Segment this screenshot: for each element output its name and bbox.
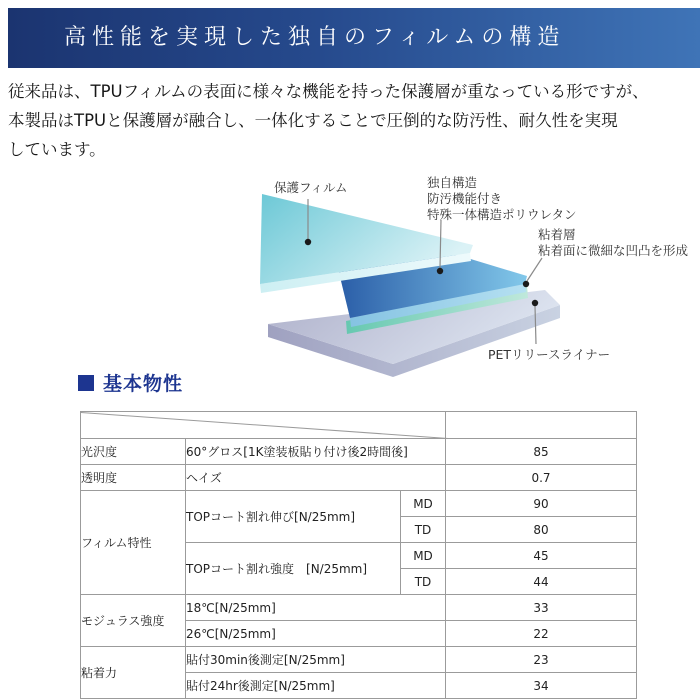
label-pet-liner: PETリリースライナー — [488, 347, 611, 362]
table-row — [81, 491, 637, 517]
table-row — [81, 647, 637, 673]
table-row — [81, 439, 637, 465]
table-row — [81, 465, 637, 491]
label-unique-structure — [427, 175, 577, 223]
direction-cell: MD — [401, 543, 446, 569]
label-unique-structure-line2: 防汚機能付き — [427, 191, 503, 206]
method-cell: TOPコート割れ強度 [N/25mm] — [186, 543, 401, 595]
method-cell: 60°グロス[1K塗装板貼り付け後2時間後] — [186, 439, 446, 465]
value-cell: 80 — [446, 517, 637, 543]
method-cell: 26℃[N/25mm] — [186, 621, 446, 647]
product-header-cell: ECHELON Headlight PPF — [446, 412, 637, 439]
method-cell: 貼付30min後測定[N/25mm] — [186, 647, 446, 673]
method-cell: 貼付24hr後測定[N/25mm] — [186, 673, 446, 699]
method-cell: TOPコート割れ伸び[N/25mm] — [186, 491, 401, 543]
value-cell: 33 — [446, 595, 637, 621]
label-unique-structure-line3: 特殊一体構造ポリウレタン — [427, 207, 577, 222]
value-cell: 44 — [446, 569, 637, 595]
value-cell: 90 — [446, 491, 637, 517]
value-cell: 85 — [446, 439, 637, 465]
label-protective-film: 保護フィルム — [274, 180, 348, 195]
value-cell: 45 — [446, 543, 637, 569]
direction-cell: TD — [401, 569, 446, 595]
value-cell: 22 — [446, 621, 637, 647]
label-unique-structure-line1: 独自構造 — [427, 175, 478, 190]
intro-paragraph — [8, 77, 698, 164]
value-cell: 0.7 — [446, 465, 637, 491]
section-title — [78, 369, 183, 396]
table-header-row — [81, 412, 637, 439]
method-cell: 18℃[N/25mm] — [186, 595, 446, 621]
category-cell: モジュラス強度 — [81, 595, 186, 647]
category-cell: 光沢度 — [81, 439, 186, 465]
intro-line: 本製品はTPUと保護層が融合し、一体化することで圧倒的な防汚性、耐久性を実現 — [8, 111, 618, 130]
label-adhesive-line1: 粘着層 — [538, 227, 576, 242]
value-cell: 23 — [446, 647, 637, 673]
category-cell: フィルム特性 — [81, 491, 186, 595]
header-banner — [8, 8, 700, 68]
direction-cell: TD — [401, 517, 446, 543]
page-title: 高性能を実現した独自のフィルムの構造 — [64, 25, 566, 50]
label-adhesive-layer — [538, 227, 688, 259]
section-bullet-square — [78, 375, 94, 391]
film-structure-diagram — [205, 172, 697, 388]
table-row — [81, 595, 637, 621]
label-adhesive-line2: 粘着面に微細な凹凸を形成 — [538, 243, 689, 258]
section-title-text: 基本物性 — [103, 373, 184, 395]
category-cell: 粘着力 — [81, 647, 186, 699]
category-cell: 透明度 — [81, 465, 186, 491]
intro-line: 従来品は、TPUフィルムの表面に様々な機能を持った保護層が重なっている形ですが、 — [8, 82, 649, 101]
value-cell: 34 — [446, 673, 637, 699]
header-empty-cell — [81, 412, 446, 439]
properties-table — [80, 411, 637, 699]
diagonal-line — [81, 412, 448, 439]
method-cell: ヘイズ — [186, 465, 446, 491]
direction-cell: MD — [401, 491, 446, 517]
intro-line: しています。 — [8, 140, 106, 159]
